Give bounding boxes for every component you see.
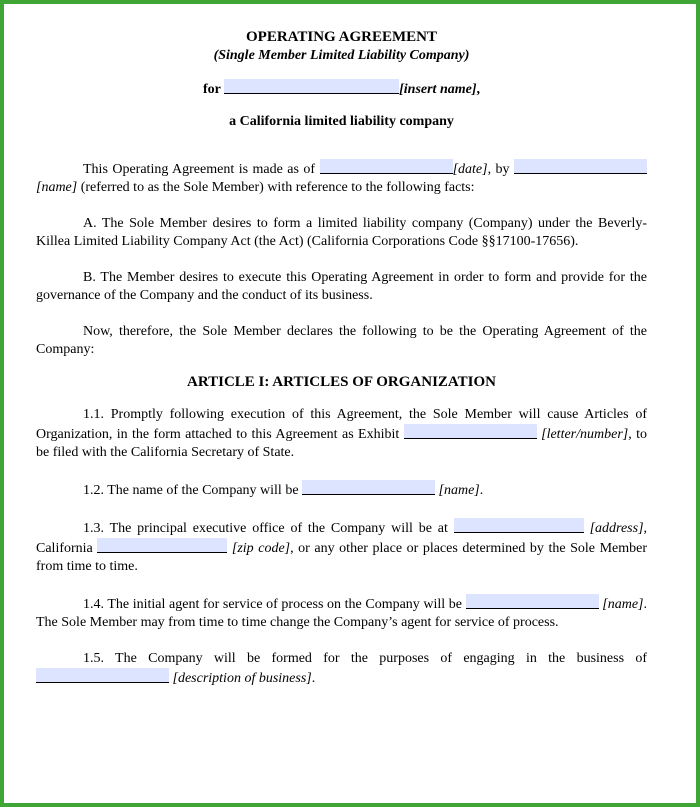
document-page — [4, 28, 700, 688]
insert-name-hint: [insert name] — [399, 82, 477, 97]
intro-paragraph: This Operating Agreement is made as of [date], by [name] (referred to as the Sole Member) with reference to the following facts: — [36, 159, 647, 197]
company-name-field[interactable] — [224, 79, 399, 94]
business-description-field[interactable] — [36, 668, 169, 683]
recital-a: A. The Sole Member desires to form a limited liability company (Company) under the Beverly-Killea Limited Liability Company Act (the Act) (California Corporations Code §§17100-17656). — [36, 216, 647, 249]
state-line: a California limited liability company — [229, 114, 454, 129]
date-field[interactable] — [320, 159, 453, 174]
zip-code-field[interactable] — [97, 538, 227, 553]
section-1-4: 1.4. The initial agent for service of process on the Company will be [name]. The Sole Member may from time to time change the Company’s agent for service of process. — [36, 594, 647, 632]
section-1-1: 1.1. Promptly following execution of this Agreement, the Sole Member will cause Articles of Organization, in the form attached to this Agreement as Exhibit [letter/number], to be filed with the California Secretary of State. — [36, 407, 648, 460]
for-line: for [insert name], — [36, 79, 647, 99]
for-label: for — [202, 82, 221, 97]
section-1-2: 1.2. The name of the Company will be [name]. — [36, 480, 647, 500]
article-heading: ARTICLE I: ARTICLES OF ORGANIZATION — [186, 374, 496, 390]
address-field[interactable] — [454, 518, 584, 533]
exhibit-field[interactable] — [404, 424, 537, 439]
now-therefore-paragraph: Now, therefore, the Sole Member declares the following to be the Operating Agreement of the Company: — [36, 324, 647, 357]
member-name-field[interactable] — [514, 159, 647, 174]
agent-name-field[interactable] — [466, 594, 599, 609]
recital-b: B. The Member desires to execute this Operating Agreement in order to form and provide for the governance of the Company and the conduct of its business. — [36, 270, 647, 303]
section-1-5: 1.5. The Company will be formed for the purposes of engaging in the business of [description of business]. — [36, 650, 647, 688]
company-name-field-2[interactable] — [302, 480, 435, 495]
document-subtitle: (Single Member Limited Liability Company) — [213, 48, 470, 63]
section-1-3: 1.3. The principal executive office of the Company will be at [address], California [zip code], or any other place or places determined by the Sole Member from time to time. — [36, 518, 647, 576]
document-title: OPERATING AGREEMENT — [246, 29, 437, 45]
